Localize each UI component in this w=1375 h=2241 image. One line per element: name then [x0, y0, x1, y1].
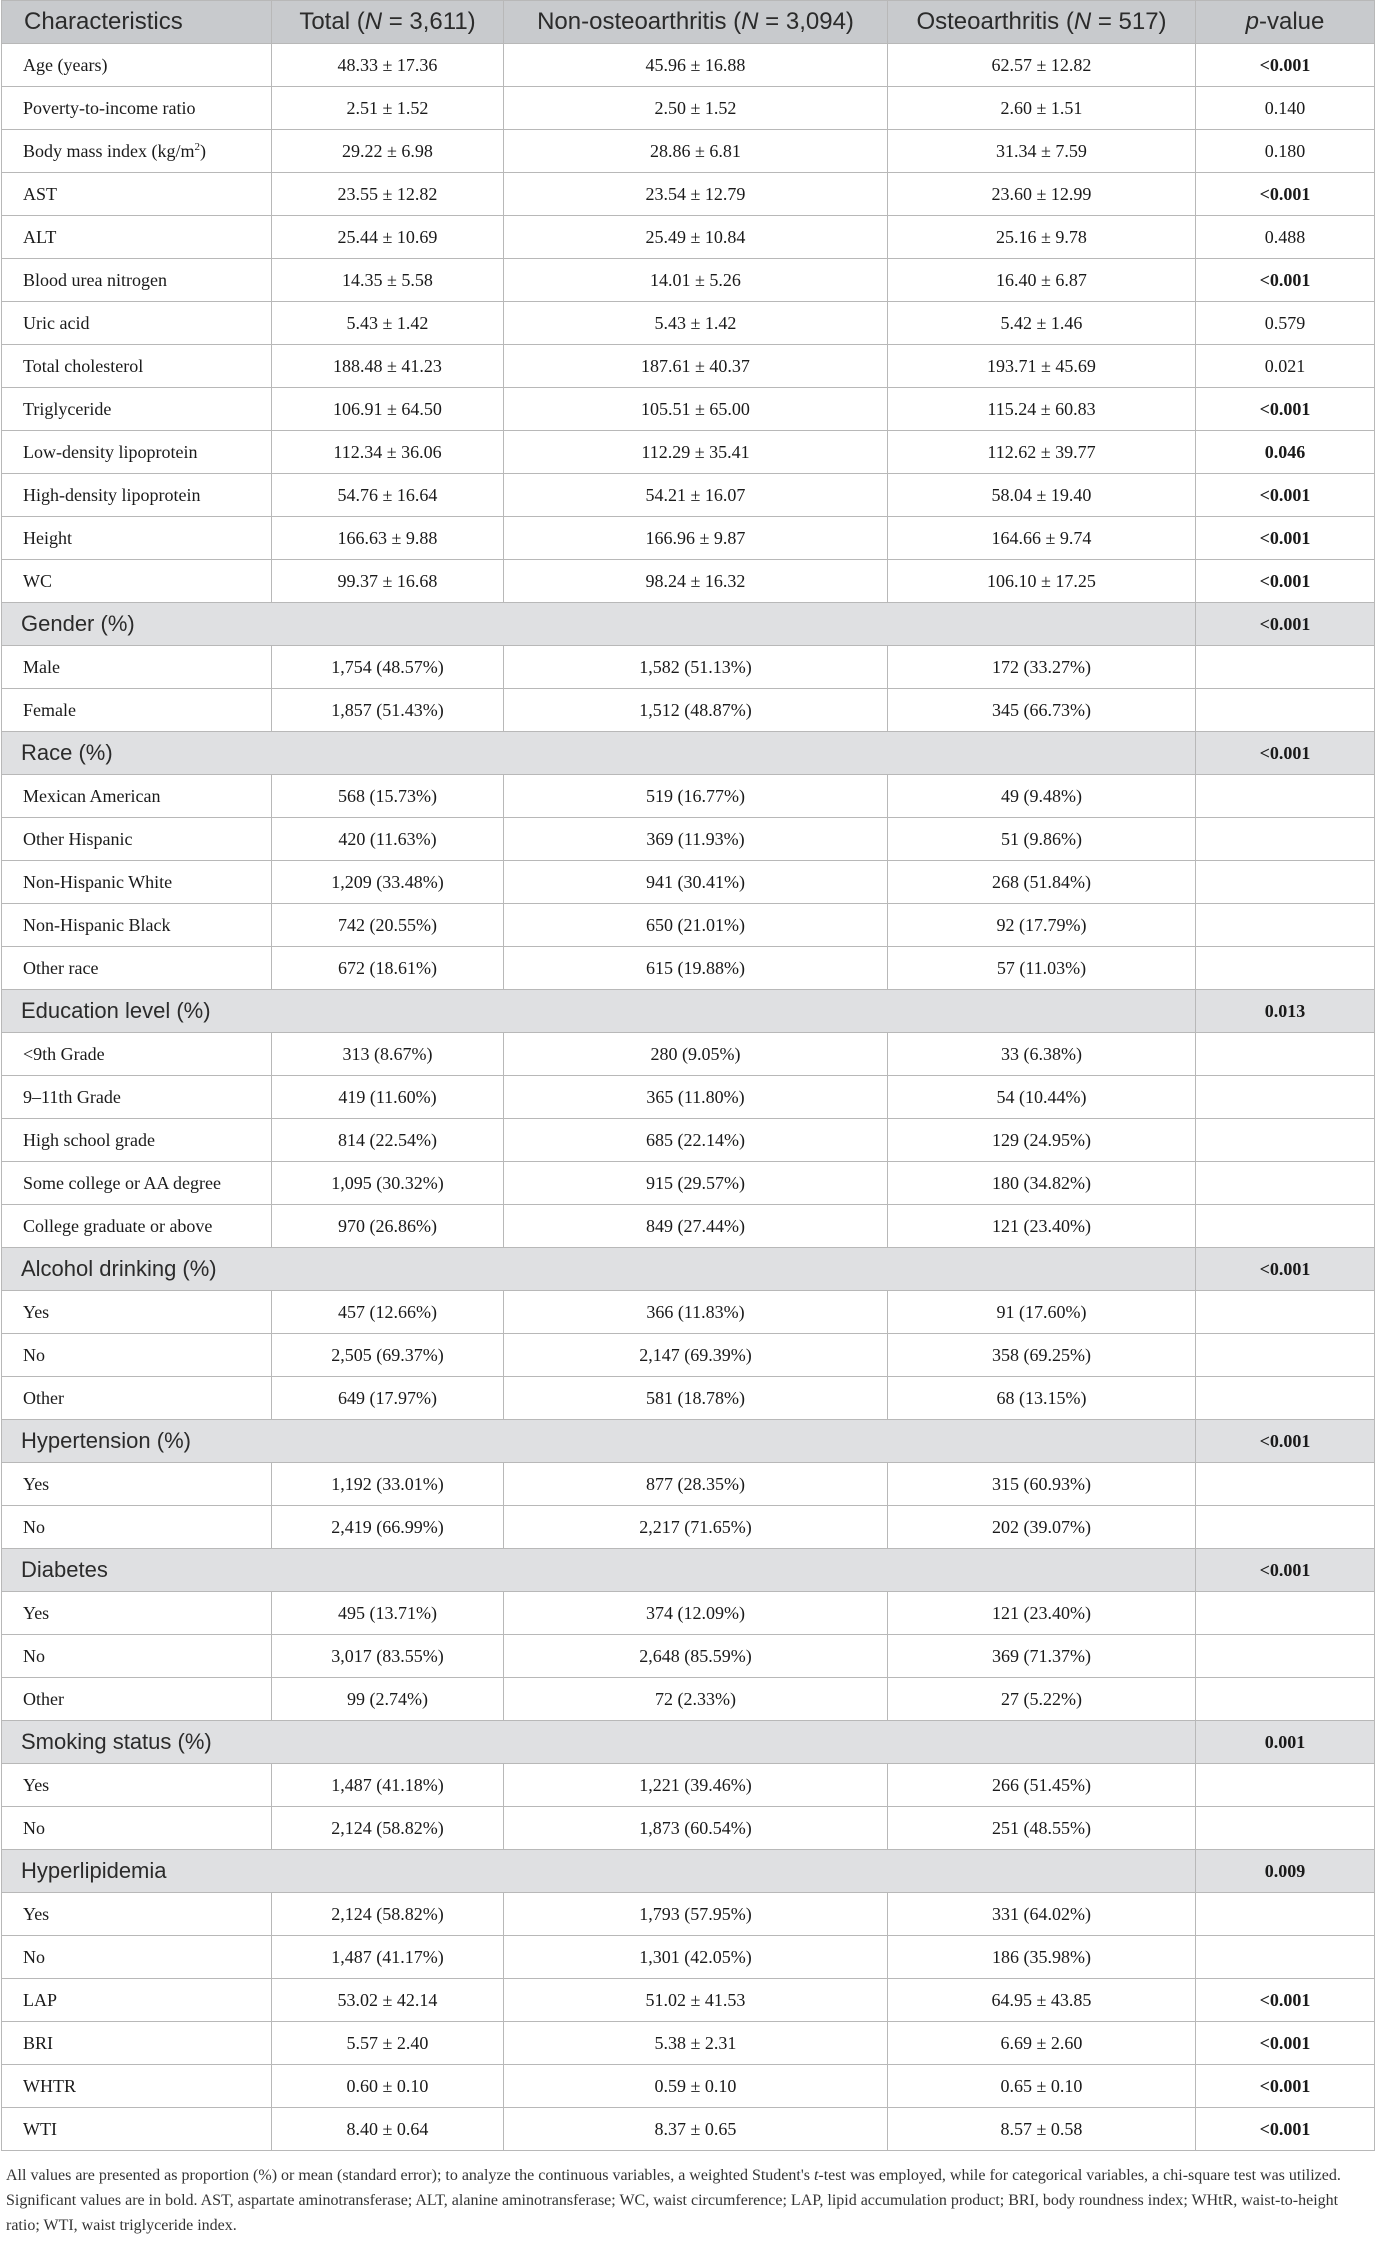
cell-p-value [1196, 689, 1375, 732]
table-row [2, 517, 1375, 560]
cell-p-value [1196, 1592, 1375, 1635]
cell-oa: 345 (66.73%) [888, 689, 1196, 732]
cell-total: 1,487 (41.17%) [272, 1936, 504, 1979]
cell-total: 188.48 ± 41.23 [272, 345, 504, 388]
cell-non-oa: 941 (30.41%) [504, 861, 888, 904]
cell-p-value [1196, 1893, 1375, 1936]
cell-non-oa: 51.02 ± 41.53 [504, 1979, 888, 2022]
cell-oa: 57 (11.03%) [888, 947, 1196, 990]
cell-p-value [1196, 1678, 1375, 1721]
table-row [2, 44, 1375, 87]
cell-non-oa: 5.43 ± 1.42 [504, 302, 888, 345]
row-label: 9–11th Grade [2, 1076, 272, 1119]
cell-p-value [1196, 861, 1375, 904]
cell-non-oa: 519 (16.77%) [504, 775, 888, 818]
cell-oa: 25.16 ± 9.78 [888, 216, 1196, 259]
cell-oa: 121 (23.40%) [888, 1205, 1196, 1248]
row-label: Female [2, 689, 272, 732]
row-label: Male [2, 646, 272, 689]
table-row [2, 1033, 1375, 1076]
cell-total: 672 (18.61%) [272, 947, 504, 990]
cell-total: 649 (17.97%) [272, 1377, 504, 1420]
cell-total: 313 (8.67%) [272, 1033, 504, 1076]
cell-non-oa: 166.96 ± 9.87 [504, 517, 888, 560]
table-row [2, 560, 1375, 603]
table-row [2, 431, 1375, 474]
cell-oa: 0.65 ± 0.10 [888, 2065, 1196, 2108]
table-row [2, 1936, 1375, 1979]
cell-p-value: 0.488 [1196, 216, 1375, 259]
section-label: Diabetes [2, 1549, 1196, 1592]
cell-p-value: <0.001 [1196, 44, 1375, 87]
table-row [2, 646, 1375, 689]
cell-total: 106.91 ± 64.50 [272, 388, 504, 431]
cell-non-oa: 650 (21.01%) [504, 904, 888, 947]
cell-non-oa: 5.38 ± 2.31 [504, 2022, 888, 2065]
cell-oa: 6.69 ± 2.60 [888, 2022, 1196, 2065]
cell-non-oa: 1,873 (60.54%) [504, 1807, 888, 1850]
table-row [2, 2022, 1375, 2065]
table-row [2, 1463, 1375, 1506]
table-header-row [2, 1, 1375, 44]
row-label: Yes [2, 1463, 272, 1506]
row-label: Other race [2, 947, 272, 990]
cell-oa: 172 (33.27%) [888, 646, 1196, 689]
table-row [2, 1205, 1375, 1248]
row-label: No [2, 1807, 272, 1850]
cell-oa: 91 (17.60%) [888, 1291, 1196, 1334]
section-label: Gender (%) [2, 603, 1196, 646]
cell-oa: 27 (5.22%) [888, 1678, 1196, 1721]
cell-total: 2.51 ± 1.52 [272, 87, 504, 130]
table-row [2, 345, 1375, 388]
cell-p-value [1196, 904, 1375, 947]
cell-total: 814 (22.54%) [272, 1119, 504, 1162]
row-label: WHTR [2, 2065, 272, 2108]
cell-non-oa: 98.24 ± 16.32 [504, 560, 888, 603]
cell-oa: 23.60 ± 12.99 [888, 173, 1196, 216]
cell-non-oa: 374 (12.09%) [504, 1592, 888, 1635]
table-row [2, 1162, 1375, 1205]
cell-total: 0.60 ± 0.10 [272, 2065, 504, 2108]
cell-total: 970 (26.86%) [272, 1205, 504, 1248]
cell-p-value [1196, 1119, 1375, 1162]
row-label: No [2, 1334, 272, 1377]
section-label: Race (%) [2, 732, 1196, 775]
cell-p-value [1196, 1936, 1375, 1979]
row-label: WTI [2, 2108, 272, 2151]
section-label: Hyperlipidemia [2, 1850, 1196, 1893]
cell-total: 2,124 (58.82%) [272, 1807, 504, 1850]
row-label: Yes [2, 1893, 272, 1936]
row-label: Other [2, 1678, 272, 1721]
cell-total: 1,192 (33.01%) [272, 1463, 504, 1506]
cell-p-value: <0.001 [1196, 560, 1375, 603]
cell-non-oa: 0.59 ± 0.10 [504, 2065, 888, 2108]
section-p-value: <0.001 [1196, 1549, 1375, 1592]
header-characteristics: Characteristics [2, 1, 272, 44]
table-row [2, 947, 1375, 990]
cell-non-oa: 366 (11.83%) [504, 1291, 888, 1334]
cell-p-value: <0.001 [1196, 1979, 1375, 2022]
cell-non-oa: 365 (11.80%) [504, 1076, 888, 1119]
cell-p-value [1196, 1764, 1375, 1807]
cell-total: 457 (12.66%) [272, 1291, 504, 1334]
row-label: No [2, 1506, 272, 1549]
cell-non-oa: 23.54 ± 12.79 [504, 173, 888, 216]
row-label: No [2, 1635, 272, 1678]
cell-non-oa: 1,793 (57.95%) [504, 1893, 888, 1936]
cell-oa: 331 (64.02%) [888, 1893, 1196, 1936]
section-row [2, 732, 1375, 775]
row-label: Some college or AA degree [2, 1162, 272, 1205]
cell-oa: 251 (48.55%) [888, 1807, 1196, 1850]
cell-oa: 51 (9.86%) [888, 818, 1196, 861]
cell-total: 420 (11.63%) [272, 818, 504, 861]
cell-non-oa: 1,512 (48.87%) [504, 689, 888, 732]
table-row [2, 818, 1375, 861]
row-label: College graduate or above [2, 1205, 272, 1248]
row-label: Mexican American [2, 775, 272, 818]
row-label: Non-Hispanic White [2, 861, 272, 904]
section-row [2, 603, 1375, 646]
section-label: Hypertension (%) [2, 1420, 1196, 1463]
cell-oa: 268 (51.84%) [888, 861, 1196, 904]
table-row [2, 1893, 1375, 1936]
cell-total: 2,419 (66.99%) [272, 1506, 504, 1549]
cell-non-oa: 877 (28.35%) [504, 1463, 888, 1506]
cell-oa: 369 (71.37%) [888, 1635, 1196, 1678]
table-row [2, 1334, 1375, 1377]
cell-total: 5.43 ± 1.42 [272, 302, 504, 345]
characteristics-table [1, 0, 1375, 2151]
cell-p-value: <0.001 [1196, 259, 1375, 302]
cell-oa: 129 (24.95%) [888, 1119, 1196, 1162]
cell-p-value [1196, 1033, 1375, 1076]
section-p-value: 0.013 [1196, 990, 1375, 1033]
cell-non-oa: 112.29 ± 35.41 [504, 431, 888, 474]
table-row [2, 1592, 1375, 1635]
section-row [2, 1850, 1375, 1893]
cell-total: 23.55 ± 12.82 [272, 173, 504, 216]
section-label: Education level (%) [2, 990, 1196, 1033]
cell-non-oa: 2,217 (71.65%) [504, 1506, 888, 1549]
cell-non-oa: 8.37 ± 0.65 [504, 2108, 888, 2151]
row-label: Yes [2, 1592, 272, 1635]
cell-non-oa: 28.86 ± 6.81 [504, 130, 888, 173]
cell-oa: 266 (51.45%) [888, 1764, 1196, 1807]
cell-oa: 202 (39.07%) [888, 1506, 1196, 1549]
table-row [2, 1635, 1375, 1678]
cell-p-value [1196, 1162, 1375, 1205]
cell-oa: 186 (35.98%) [888, 1936, 1196, 1979]
table-row [2, 904, 1375, 947]
cell-oa: 8.57 ± 0.58 [888, 2108, 1196, 2151]
cell-total: 2,124 (58.82%) [272, 1893, 504, 1936]
cell-oa: 33 (6.38%) [888, 1033, 1196, 1076]
row-label: Yes [2, 1291, 272, 1334]
table-row [2, 2065, 1375, 2108]
cell-total: 495 (13.71%) [272, 1592, 504, 1635]
cell-total: 568 (15.73%) [272, 775, 504, 818]
cell-oa: 64.95 ± 43.85 [888, 1979, 1196, 2022]
cell-p-value [1196, 1377, 1375, 1420]
cell-p-value: <0.001 [1196, 2065, 1375, 2108]
row-label: No [2, 1936, 272, 1979]
cell-p-value [1196, 1463, 1375, 1506]
section-p-value: <0.001 [1196, 732, 1375, 775]
cell-non-oa: 849 (27.44%) [504, 1205, 888, 1248]
cell-oa: 49 (9.48%) [888, 775, 1196, 818]
cell-p-value: <0.001 [1196, 517, 1375, 560]
cell-total: 14.35 ± 5.58 [272, 259, 504, 302]
table-row [2, 216, 1375, 259]
cell-total: 99 (2.74%) [272, 1678, 504, 1721]
cell-p-value: 0.021 [1196, 345, 1375, 388]
section-p-value: <0.001 [1196, 1248, 1375, 1291]
row-label: Triglyceride [2, 388, 272, 431]
cell-p-value: 0.046 [1196, 431, 1375, 474]
cell-total: 3,017 (83.55%) [272, 1635, 504, 1678]
cell-oa: 164.66 ± 9.74 [888, 517, 1196, 560]
row-label: Body mass index $(kg/m^2)$ [2, 130, 272, 173]
cell-p-value [1196, 1334, 1375, 1377]
cell-total: 166.63 ± 9.88 [272, 517, 504, 560]
table-row [2, 775, 1375, 818]
cell-total: 99.37 ± 16.68 [272, 560, 504, 603]
table-row [2, 302, 1375, 345]
cell-non-oa: 72 (2.33%) [504, 1678, 888, 1721]
table-row [2, 689, 1375, 732]
cell-non-oa: 1,221 (39.46%) [504, 1764, 888, 1807]
table-row [2, 1119, 1375, 1162]
cell-total: 8.40 ± 0.64 [272, 2108, 504, 2151]
cell-oa: 106.10 ± 17.25 [888, 560, 1196, 603]
table-row [2, 861, 1375, 904]
cell-p-value: <0.001 [1196, 2022, 1375, 2065]
section-p-value: <0.001 [1196, 603, 1375, 646]
table-row [2, 87, 1375, 130]
cell-non-oa: 2.50 ± 1.52 [504, 87, 888, 130]
table-row [2, 2108, 1375, 2151]
cell-p-value: <0.001 [1196, 173, 1375, 216]
cell-non-oa: 1,582 (51.13%) [504, 646, 888, 689]
cell-p-value [1196, 775, 1375, 818]
cell-total: 54.76 ± 16.64 [272, 474, 504, 517]
row-label: Low-density lipoprotein [2, 431, 272, 474]
row-label: Other [2, 1377, 272, 1420]
cell-non-oa: 615 (19.88%) [504, 947, 888, 990]
section-label: Smoking status (%) [2, 1721, 1196, 1764]
cell-p-value [1196, 947, 1375, 990]
cell-oa: 62.57 ± 12.82 [888, 44, 1196, 87]
cell-oa: 315 (60.93%) [888, 1463, 1196, 1506]
cell-non-oa: 25.49 ± 10.84 [504, 216, 888, 259]
cell-total: 1,487 (41.18%) [272, 1764, 504, 1807]
section-p-value: <0.001 [1196, 1420, 1375, 1463]
cell-oa: 2.60 ± 1.51 [888, 87, 1196, 130]
cell-total: 2,505 (69.37%) [272, 1334, 504, 1377]
cell-non-oa: 581 (18.78%) [504, 1377, 888, 1420]
row-label: Uric acid [2, 302, 272, 345]
table-row [2, 173, 1375, 216]
cell-non-oa: 14.01 ± 5.26 [504, 259, 888, 302]
header-total: Total (N = 3,611) [272, 1, 504, 44]
table-row [2, 1291, 1375, 1334]
section-label: Alcohol drinking (%) [2, 1248, 1196, 1291]
cell-p-value [1196, 1205, 1375, 1248]
cell-p-value [1196, 1506, 1375, 1549]
section-p-value: 0.001 [1196, 1721, 1375, 1764]
cell-p-value: <0.001 [1196, 474, 1375, 517]
cell-oa: 193.71 ± 45.69 [888, 345, 1196, 388]
cell-oa: 121 (23.40%) [888, 1592, 1196, 1635]
cell-total: 112.34 ± 36.06 [272, 431, 504, 474]
cell-total: 5.57 ± 2.40 [272, 2022, 504, 2065]
cell-non-oa: 105.51 ± 65.00 [504, 388, 888, 431]
row-label: Yes [2, 1764, 272, 1807]
cell-total: 1,095 (30.32%) [272, 1162, 504, 1205]
cell-p-value: <0.001 [1196, 388, 1375, 431]
row-label: LAP [2, 1979, 272, 2022]
row-label: ALT [2, 216, 272, 259]
header-osteoarthritis: Osteoarthritis (N = 517) [888, 1, 1196, 44]
cell-total: 742 (20.55%) [272, 904, 504, 947]
cell-non-oa: 369 (11.93%) [504, 818, 888, 861]
row-label: Age (years) [2, 44, 272, 87]
cell-oa: 31.34 ± 7.59 [888, 130, 1196, 173]
cell-non-oa: 2,648 (85.59%) [504, 1635, 888, 1678]
row-label: High-density lipoprotein [2, 474, 272, 517]
cell-p-value [1196, 1807, 1375, 1850]
cell-total: 48.33 ± 17.36 [272, 44, 504, 87]
row-label: Non-Hispanic Black [2, 904, 272, 947]
cell-oa: 54 (10.44%) [888, 1076, 1196, 1119]
table-row [2, 1678, 1375, 1721]
section-row [2, 1549, 1375, 1592]
cell-p-value [1196, 1291, 1375, 1334]
cell-total: 1,754 (48.57%) [272, 646, 504, 689]
cell-total: 419 (11.60%) [272, 1076, 504, 1119]
cell-p-value [1196, 818, 1375, 861]
cell-total: 1,857 (51.43%) [272, 689, 504, 732]
cell-total: 25.44 ± 10.69 [272, 216, 504, 259]
cell-non-oa: 915 (29.57%) [504, 1162, 888, 1205]
table-row [2, 474, 1375, 517]
row-label: Other Hispanic [2, 818, 272, 861]
row-label: Blood urea nitrogen [2, 259, 272, 302]
cell-p-value [1196, 1635, 1375, 1678]
cell-non-oa: 280 (9.05%) [504, 1033, 888, 1076]
cell-non-oa: 685 (22.14%) [504, 1119, 888, 1162]
cell-oa: 16.40 ± 6.87 [888, 259, 1196, 302]
cell-p-value [1196, 646, 1375, 689]
table-row [2, 1979, 1375, 2022]
cell-oa: 68 (13.15%) [888, 1377, 1196, 1420]
section-p-value: 0.009 [1196, 1850, 1375, 1893]
table-row [2, 1377, 1375, 1420]
row-label: Total cholesterol [2, 345, 272, 388]
section-row [2, 1721, 1375, 1764]
row-label: AST [2, 173, 272, 216]
cell-p-value [1196, 1076, 1375, 1119]
row-label: WC [2, 560, 272, 603]
table-footnote: All values are presented as proportion (%) or mean (standard error); to analyze the continuous variables, a weighted Student's t-test was employed, while for categorical variables, a chi-square test was utilized. Significant values are in bold. AST, aspartate aminotransferase; ALT, alanine aminotransferase; WC, waist circumference; LAP, lipid accumulation product; BRI, body roundness index; WHtR, waist-to-height ratio; WTI, waist triglyceride index. [6, 2167, 1341, 2234]
cell-oa: 92 (17.79%) [888, 904, 1196, 947]
section-row [2, 990, 1375, 1033]
cell-non-oa: 1,301 (42.05%) [504, 1936, 888, 1979]
cell-total: 53.02 ± 42.14 [272, 1979, 504, 2022]
cell-oa: 180 (34.82%) [888, 1162, 1196, 1205]
cell-total: 29.22 ± 6.98 [272, 130, 504, 173]
header-p-value: p-value [1196, 1, 1375, 44]
row-label: High school grade [2, 1119, 272, 1162]
table-row [2, 1764, 1375, 1807]
table-row [2, 388, 1375, 431]
row-label: <9th Grade [2, 1033, 272, 1076]
cell-oa: 5.42 ± 1.46 [888, 302, 1196, 345]
cell-p-value: 0.140 [1196, 87, 1375, 130]
table-row [2, 1076, 1375, 1119]
row-label: BRI [2, 2022, 272, 2065]
cell-p-value: <0.001 [1196, 2108, 1375, 2151]
row-label: Height [2, 517, 272, 560]
cell-non-oa: 187.61 ± 40.37 [504, 345, 888, 388]
cell-p-value: 0.579 [1196, 302, 1375, 345]
cell-p-value: 0.180 [1196, 130, 1375, 173]
cell-total: 1,209 (33.48%) [272, 861, 504, 904]
header-non-osteoarthritis: Non-osteoarthritis (N = 3,094) [504, 1, 888, 44]
cell-non-oa: 2,147 (69.39%) [504, 1334, 888, 1377]
cell-oa: 358 (69.25%) [888, 1334, 1196, 1377]
row-label: Poverty-to-income ratio [2, 87, 272, 130]
cell-oa: 58.04 ± 19.40 [888, 474, 1196, 517]
cell-oa: 112.62 ± 39.77 [888, 431, 1196, 474]
section-row [2, 1248, 1375, 1291]
section-row [2, 1420, 1375, 1463]
table-row [2, 1506, 1375, 1549]
cell-oa: 115.24 ± 60.83 [888, 388, 1196, 431]
table-row [2, 130, 1375, 173]
cell-non-oa: 54.21 ± 16.07 [504, 474, 888, 517]
cell-non-oa: 45.96 ± 16.88 [504, 44, 888, 87]
table-row [2, 259, 1375, 302]
table-row [2, 1807, 1375, 1850]
